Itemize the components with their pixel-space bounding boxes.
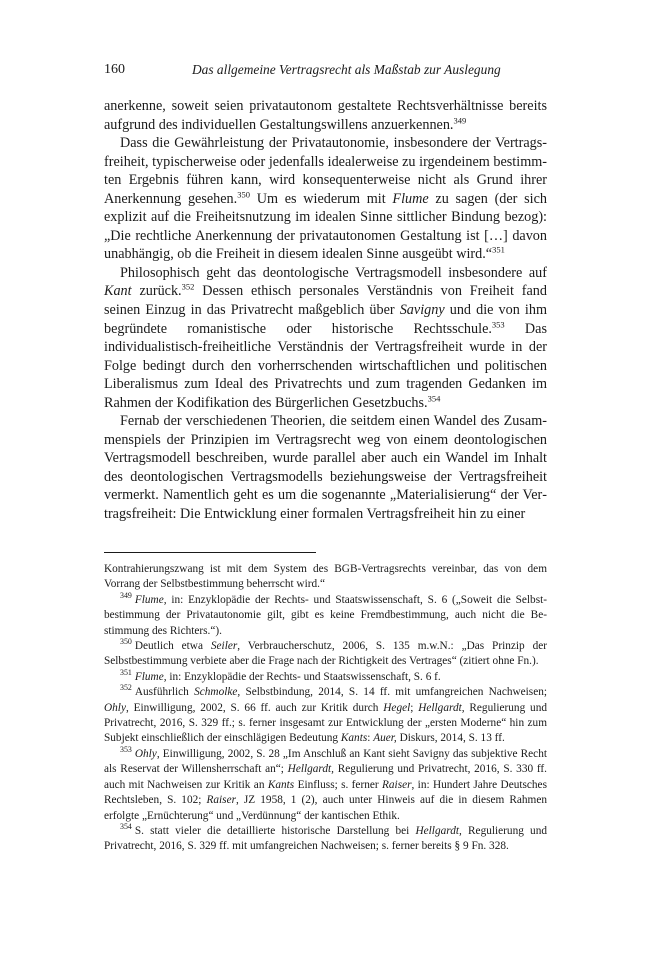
- footnote-354: [104, 824, 547, 855]
- main-text: [104, 97, 547, 524]
- author-name: Seiler: [210, 640, 238, 653]
- footnotes: [104, 562, 547, 855]
- author-name: Schmolke,: [194, 686, 241, 699]
- running-title: Das allgemeine Vertragsrecht als Maßstab zur Auslegung: [192, 62, 501, 77]
- paragraph-3: [104, 264, 547, 412]
- text: Regulierung und Privatrecht, 2016, S. 330 ff. auch mit Nachweisen zur Kritik an: [104, 763, 548, 791]
- text: S. statt vieler die detaillierte historische Darstellung bei: [134, 824, 416, 837]
- footnote-352: [104, 685, 547, 747]
- author-name: Kant: [104, 283, 132, 300]
- text: Kontrahierungszwang ist mit dem System des BGB-Vertragsrechts vereinbar, das von dem Vorrang der Selbstbestimmung beherrscht wird.“: [104, 563, 547, 591]
- author-name: Raiser: [382, 778, 412, 791]
- footnote-351: [104, 670, 547, 685]
- author-name: Auer,: [373, 732, 397, 745]
- footnote-ref: 352: [181, 281, 195, 292]
- page-number: 160: [104, 62, 125, 77]
- author-name: Ohly: [104, 701, 126, 714]
- footnote-number: 351: [120, 668, 132, 678]
- text: Deutlich etwa: [134, 640, 211, 653]
- text: Philosophisch geht das deontologische Vertragsmodell insbesondere auf: [120, 264, 547, 281]
- paragraph-1: [104, 97, 547, 134]
- author-name: Hellgardt,: [418, 701, 465, 714]
- text: Regulierung und Privatrecht, 2016, S. 329 ff. mit umfangreichen Nachweisen; s. ferner bereits § 9 Fn. 328.: [104, 824, 547, 853]
- author-name: Hegel: [383, 701, 411, 714]
- author-name: Raiser: [206, 794, 236, 807]
- footnote-number: 353: [120, 745, 132, 755]
- author-name: Flume,: [134, 593, 167, 606]
- author-name: Savigny: [399, 302, 445, 319]
- text: Fernab der verschiedenen Theorien, die seitdem einen Wandel des Zusammenspiels der Prinzipien im Vertragsrecht weg von einem deontologischen Vertragsmodell beschreiben, wurde parallel aber auch ein Wandel im Inhalt des deontologischen Vertragsmodells beziehungsweise der Vertragsfreiheit vermerkt. Namentlich geht es um die sogenannte „Materialisierung“ der Vertragsfreiheit: Die Entwicklung einer formalen Vertragsfreiheit hin zu einer: [104, 413, 547, 523]
- text: :: [367, 732, 374, 745]
- text: Ausführlich: [134, 686, 195, 699]
- text: zu sagen (der sich explizit auf die Freiheitsnutzung im idealen Sinne sittlicher Bindung bezog): „Die rechtliche Anerkennung der privatautonomen Gestaltung ist […] davon unabhängig, ob die Freiheit in diesem idealen Sinne ausgeübt wird.“: [104, 190, 547, 263]
- text: Dass die Gewährleistung der Privatautonomie, insbesondere der Vertragsfreiheit, typischerweise oder jedenfalls idealerweise zu irgendeinem bestimmten Ergebnis führen kann, wird konsequenterweise nicht als Grund ihrer Anerkennung gesehen.: [104, 135, 547, 207]
- text: zurück.: [131, 283, 182, 300]
- author-name: Ohly: [134, 747, 157, 760]
- footnote-ref: 350: [237, 189, 250, 199]
- text: Einfluss; s. ferner: [294, 778, 382, 791]
- text: anerkenne, soweit seien privatautonom gestaltete Rechtsverhältnisse bereits aufgrund des individuellen Gestaltungswillens anzuerkennen.: [104, 98, 547, 133]
- footnote-353: [104, 747, 547, 824]
- author-name: Hellgardt,: [287, 763, 335, 776]
- author-name: Hellgardt,: [415, 824, 462, 837]
- footnote-ref: 354: [427, 393, 441, 404]
- footnote-349: [104, 593, 547, 639]
- text: in: Enzyklopädie der Rechts- und Staatswissenschaft, S. 6 f.: [166, 670, 441, 683]
- text: , Verbraucherschutz, 2006, S. 135 m.w.N.: „Das Prinzip der Selbstbestimmung verbiete aber die Frage nach der Richtigkeit des Vertrages“ (zitiert ohne Fn.).: [104, 640, 548, 668]
- text: , in: Hundert Jahre Deutsches Rechtsleben, S. 102;: [104, 778, 547, 807]
- text: ;: [410, 701, 419, 714]
- text: Um es wiederum mit: [249, 190, 393, 207]
- paragraph-2: [104, 134, 547, 264]
- paragraph-4: [104, 412, 547, 523]
- footnote-number: 354: [120, 822, 132, 832]
- page-header: [104, 60, 547, 80]
- footnote-ref: 351: [492, 244, 505, 255]
- footnote-number: 352: [120, 683, 132, 693]
- footnote-ref: 349: [453, 114, 467, 125]
- text: Das individualistisch-freiheitliche Verständnis der Vertragsfreiheit wurde in der Folge bedingt durch den vorherrschenden wirtschaftlichen und politischen Liberalismus zum Ideal des Privatrechts und zum tragenden Gedanken im Rahmen der Kodifikation des Bürgerlichen Gesetzbuchs.: [104, 320, 547, 411]
- author-name: Flume,: [134, 670, 167, 683]
- footnote-continuation: [104, 562, 547, 593]
- author-name: Kants: [267, 778, 295, 791]
- footnote-ref: 353: [491, 318, 505, 329]
- text: , Einwilligung, 2002, S. 66 ff. auch zur Kritik durch: [125, 701, 384, 714]
- footnote-separator: [104, 552, 316, 553]
- footnote-number: 350: [120, 637, 132, 647]
- author-name: Kants: [340, 732, 368, 745]
- footnote-350: [104, 639, 547, 670]
- text: Selbstbindung, 2014, S. 14 ff. mit umfangreichen Nachweisen;: [240, 686, 547, 699]
- text: , JZ 1958, 1 (2), auch unter Hinweis auf die in diesem Rahmen erfolgte „Ernüchterung“ und „Verdünnung“ der kantischen Ethik.: [104, 794, 547, 822]
- text: und die von ihm begründete romanistische oder historische Rechtsschule.: [104, 302, 547, 337]
- text: Diskurs, 2014, S. 13 ff.: [396, 732, 505, 745]
- text: in: Enzyklopädie der Rechts- und Staatswissenschaft, S. 6 („Soweit die Selbstbestimmung der Privatautonomie gilt, gibt es keine Fremdbestimmung, auch nicht die Bestimmung des Richters.“).: [104, 593, 547, 637]
- text: Regulierung und Privatrecht, 2016, S. 329 ff.; s. ferner insgesamt zur Entwicklung der „ersten Moderne“ hin zum Subjekt einschließlich der einschlägigen Bedeutung: [104, 701, 547, 745]
- text: , Einwilligung, 2002, S. 28 „Im Anschluß an Kant sieht Savigny das subjektive Recht als Reservat der Willensherrschaft an“;: [104, 747, 547, 776]
- text: Dessen ethisch personales Verständnis von Freiheit fand seinen Einzug in das Privatrecht maßgeblich über: [104, 283, 547, 319]
- footnote-number: 349: [120, 591, 132, 601]
- author-name: Flume: [392, 190, 429, 207]
